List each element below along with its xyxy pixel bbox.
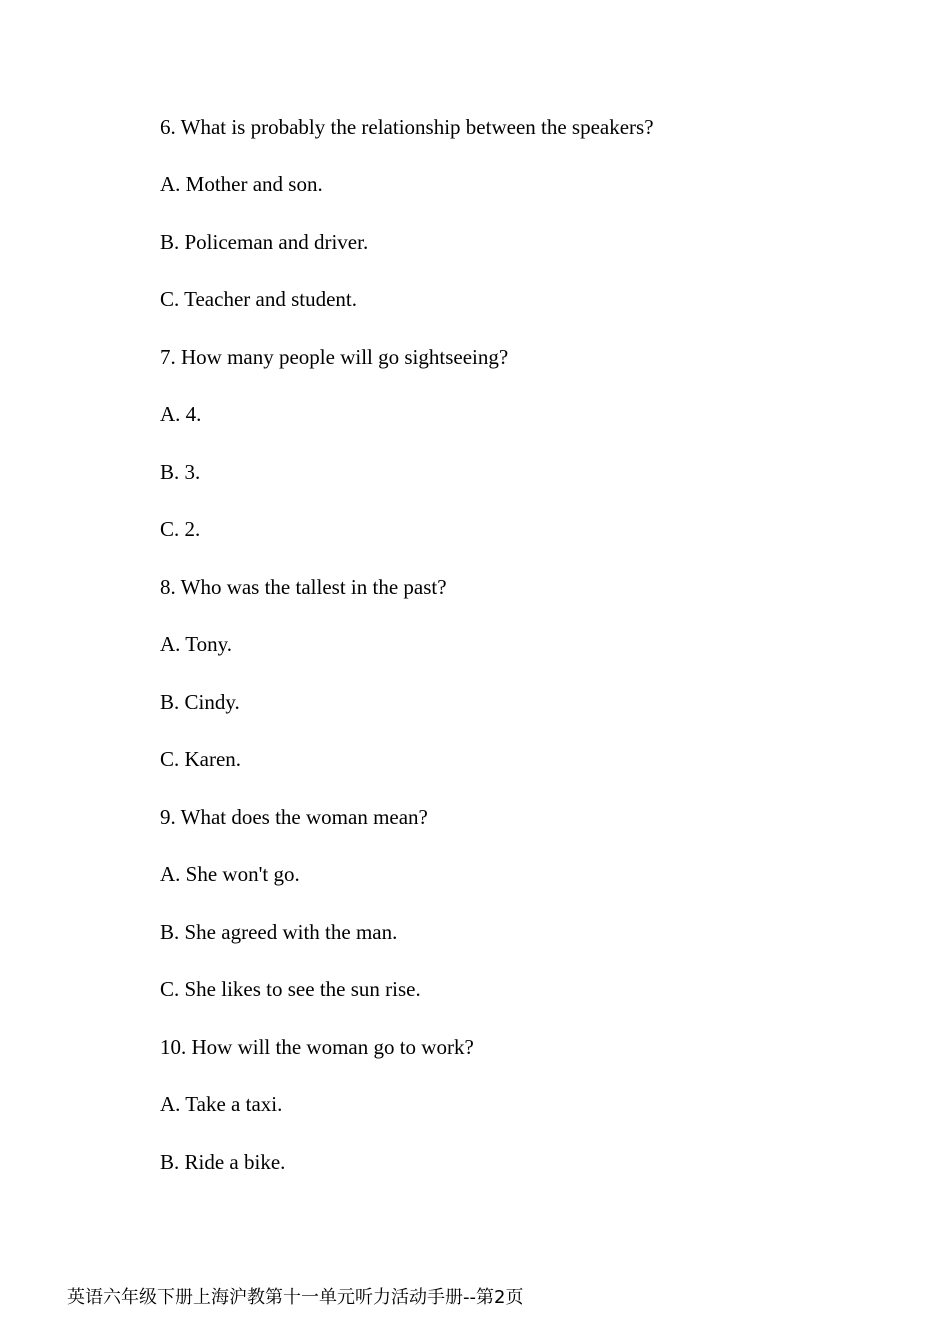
question-10-prompt: 10. How will the woman go to work? bbox=[160, 1035, 474, 1059]
question-7-prompt: 7. How many people will go sightseeing? bbox=[160, 345, 509, 369]
question-8-prompt: 8. Who was the tallest in the past? bbox=[160, 575, 447, 599]
question-9-option-c: C. She likes to see the sun rise. bbox=[160, 977, 421, 1001]
question-8-option-c: C. Karen. bbox=[160, 747, 242, 771]
question-6-option-b: B. Policeman and driver. bbox=[160, 230, 369, 254]
question-6-option-c: C. Teacher and student. bbox=[160, 287, 357, 311]
question-9-prompt: 9. What does the woman mean? bbox=[160, 805, 428, 829]
question-8-option-b: B. Cindy. bbox=[160, 690, 240, 714]
question-10-option-b: B. Ride a bike. bbox=[160, 1150, 286, 1174]
question-6-option-a: A. Mother and son. bbox=[160, 172, 323, 196]
question-8-option-a: A. Tony. bbox=[160, 632, 233, 656]
question-7-option-c: C. 2. bbox=[160, 517, 201, 541]
question-7-option-a: A. 4. bbox=[160, 402, 202, 426]
page-footer: 英语六年级下册上海沪教第十一单元听力活动手册--第2页 bbox=[67, 1287, 524, 1308]
question-9-option-a: A. She won't go. bbox=[160, 862, 300, 886]
question-10-option-a: A. Take a taxi. bbox=[160, 1092, 283, 1116]
question-9-option-b: B. She agreed with the man. bbox=[160, 920, 398, 944]
question-6-prompt: 6. What is probably the relationship between the speakers? bbox=[160, 115, 654, 139]
question-7-option-b: B. 3. bbox=[160, 460, 201, 484]
